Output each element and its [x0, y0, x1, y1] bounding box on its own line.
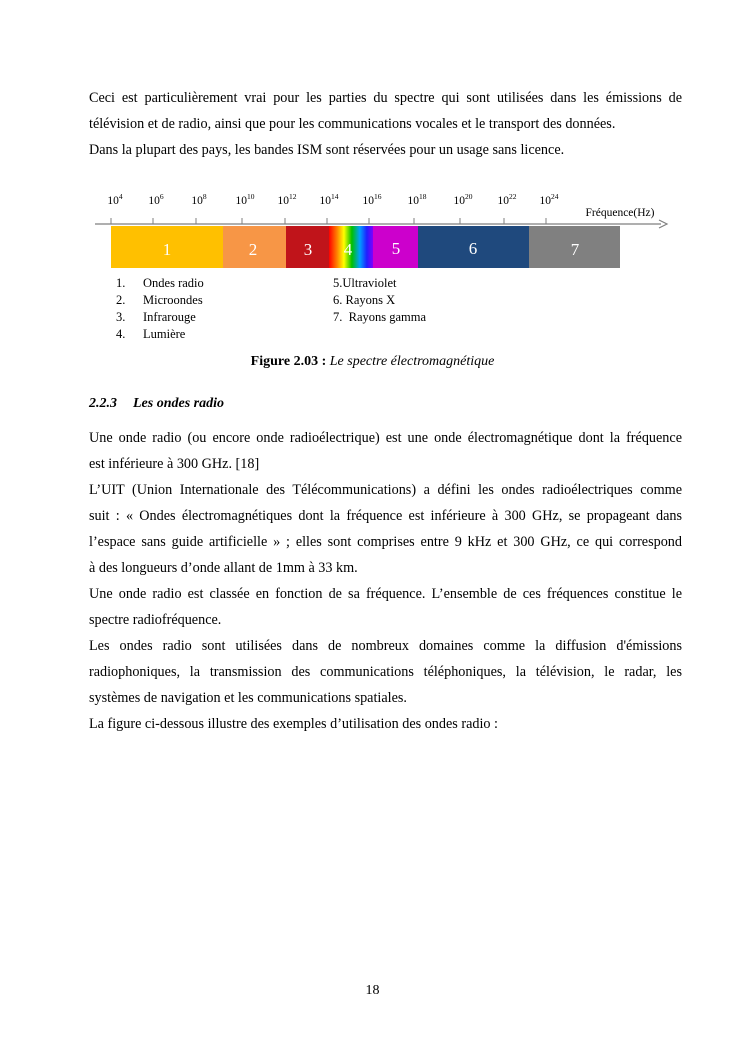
band-label: 2 — [248, 240, 258, 259]
body-line: l’espace sans guide artificielle » ; elles sont comprises entre 9 kHz et 300 GHz, ce qui correspond — [89, 534, 682, 550]
section-heading — [89, 394, 224, 414]
body-line: Les ondes radio sont utilisées dans de nombreux domaines comme la diffusion d'émissions — [89, 638, 682, 654]
tick-label: $10^8$ — [191, 192, 207, 207]
tick-label: $10^{20}$ — [453, 192, 473, 207]
body-line: radiophoniques, la transmission des communications téléphoniques, la télévision, le radar, les — [89, 664, 682, 680]
legend-right — [333, 276, 426, 324]
tick-labels — [107, 192, 558, 207]
band-label: 5 — [391, 239, 401, 258]
tick-label: $10^{18}$ — [407, 192, 427, 207]
tick-label: $10^{12}$ — [277, 192, 297, 207]
tick-label: $10^6$ — [148, 192, 164, 207]
body-line: La figure ci-dessous illustre des exemples d’utilisation des ondes radio : — [89, 716, 498, 732]
band-label: 3 — [303, 240, 313, 259]
legend-text: Ondes radio — [143, 276, 204, 290]
tick-label: $10^{16}$ — [362, 192, 382, 207]
band-label: 7 — [570, 240, 580, 259]
body-line: Une onde radio est classée en fonction de sa fréquence. L’ensemble de ces fréquences constitue le — [89, 586, 682, 602]
body-line: spectre radiofréquence. — [89, 612, 222, 628]
legend-num: 1. — [116, 276, 126, 290]
tick-label: $10^{10}$ — [235, 192, 255, 207]
page-number: 18 — [365, 983, 380, 998]
legend-text: Lumière — [143, 327, 186, 341]
legend-item: 6. Rayons X — [333, 293, 396, 307]
caption-title: Le spectre électromagnétique — [329, 354, 495, 369]
legend-item: 5.Ultraviolet — [333, 276, 397, 290]
intro-line-2: télévision et de radio, ainsi que pour les communications vocales et le transport des données. — [89, 116, 616, 132]
band-label: 4 — [343, 240, 353, 259]
body-line: systèmes de navigation et les communications spatiales. — [89, 690, 407, 706]
tick-label: $10^4$ — [107, 192, 123, 207]
body-line: est inférieure à 300 GHz. [18] — [89, 456, 260, 472]
section-number: 2.2.3 — [89, 396, 117, 411]
band-label: 1 — [162, 240, 172, 259]
body-line: à des longueurs d’onde allant de 1mm à 33 km. — [89, 560, 358, 576]
legend-left — [116, 276, 204, 341]
spectrum-bands — [111, 226, 620, 268]
legend-text: Microondes — [143, 293, 203, 307]
figure-caption — [0, 352, 745, 372]
axis-label: Fréquence(Hz) — [585, 207, 655, 219]
tick-label: $10^{22}$ — [497, 192, 517, 207]
tick-label: $10^{14}$ — [319, 192, 339, 207]
legend-num: 4. — [116, 327, 126, 341]
body-line: L’UIT (Union Internationale des Télécommunications) a défini les ondes radioélectriques comme — [89, 482, 682, 498]
body-line: suit : « Ondes électromagnétiques dont la fréquence est inférieure à 300 GHz, se propageant dans — [89, 508, 682, 524]
legend-num: 3. — [116, 310, 126, 324]
legend-num: 2. — [116, 293, 126, 307]
spectrum-figure — [93, 186, 673, 346]
intro-line-3: Dans la plupart des pays, les bandes ISM sont réservées pour un usage sans licence. — [89, 142, 565, 158]
tick-marks — [111, 218, 546, 224]
legend-text: Infrarouge — [143, 310, 196, 324]
band-label: 6 — [468, 239, 478, 258]
section-title: Les ondes radio — [133, 396, 224, 411]
tick-label: $10^{24}$ — [539, 192, 559, 207]
legend-item: 7. Rayons gamma — [333, 310, 427, 324]
body-line: Une onde radio (ou encore onde radioélectrique) est une onde électromagnétique dont la fréquence — [89, 430, 682, 446]
intro-line-1: Ceci est particulièrement vrai pour les parties du spectre qui sont utilisées dans les émissions de — [89, 90, 682, 106]
caption-label: Figure 2.03 : — [250, 354, 327, 369]
